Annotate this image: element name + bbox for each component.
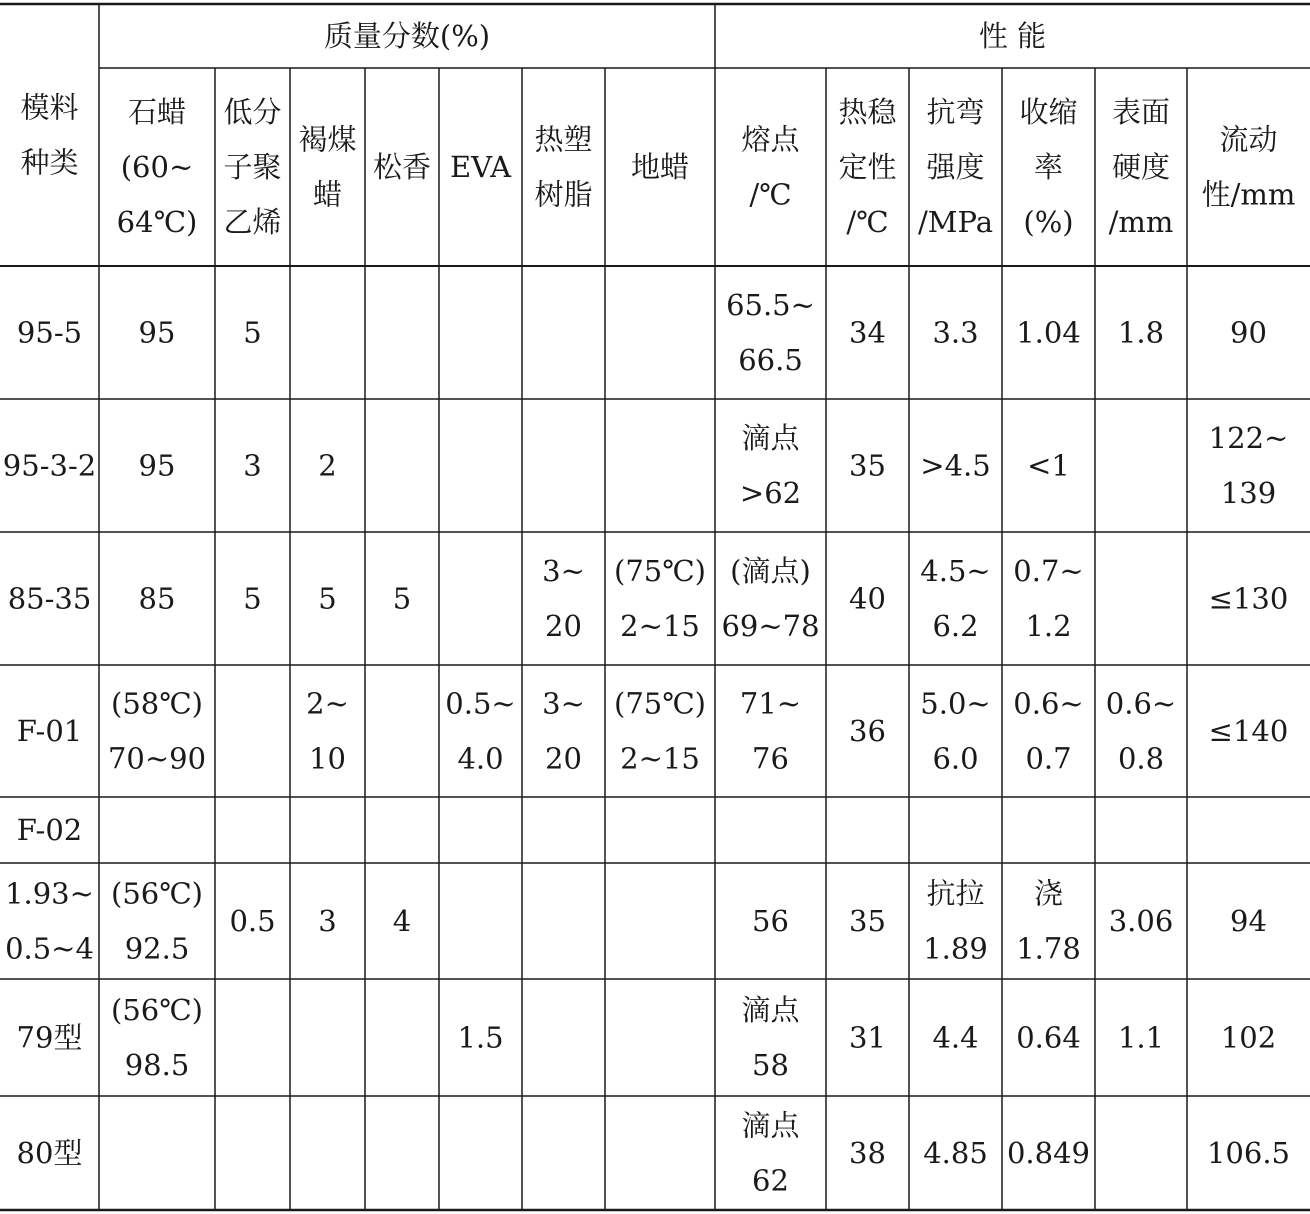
- table-cell: 5: [243, 581, 262, 616]
- table-cell: 1.1: [1117, 1020, 1165, 1055]
- table-cell: 95: [138, 448, 176, 483]
- table-cell: 4.4: [932, 1020, 979, 1055]
- table-cell: 36: [849, 714, 886, 748]
- table-cell: (56℃) 98.5: [111, 993, 203, 1082]
- table-cell: ≤140: [1208, 714, 1289, 748]
- row-label: 85-35: [7, 581, 92, 616]
- column-header: 低分子聚乙烯: [223, 95, 282, 239]
- table-cell: 34: [849, 315, 886, 350]
- group-header-mass-fraction: 质量分数(%): [323, 19, 491, 53]
- table-cell: 滴点 58: [741, 993, 800, 1082]
- table-cell: 4.85: [923, 1136, 988, 1170]
- table-cell: <1: [1027, 448, 1070, 483]
- column-header: 熔点/℃: [741, 122, 800, 212]
- table-cell: 1.04: [1016, 315, 1081, 350]
- column-header: 收缩率(%): [1019, 95, 1078, 239]
- column-header: 抗弯强度/MPa: [918, 95, 993, 239]
- table-cell: 0.5~ 4.0: [445, 686, 516, 776]
- table-cell: 5: [392, 581, 412, 616]
- table-cell: 106.5: [1206, 1136, 1291, 1170]
- table-cell: 35: [849, 448, 886, 483]
- column-header: 地蜡: [630, 150, 690, 184]
- table-cell: 35: [849, 904, 886, 938]
- row-label: F-01: [16, 714, 83, 748]
- table-cell: 1.5: [457, 1020, 504, 1055]
- table-cell: 5: [243, 315, 262, 350]
- table-cell: (滴点) 69~78: [721, 554, 820, 643]
- table-cell: 滴点>62: [739, 421, 802, 510]
- column-header: 流动性/mm: [1201, 122, 1296, 212]
- row-label: 95-3-2: [2, 448, 97, 483]
- table-cell: 0.6~ 0.7: [1013, 686, 1084, 776]
- table-cell: 95: [138, 315, 176, 350]
- row-label: 1.93~ 0.5~4: [5, 876, 94, 966]
- table-cell: 3~ 20: [542, 554, 585, 643]
- table-cell: 85: [138, 581, 176, 616]
- table-cell: 31: [849, 1020, 886, 1055]
- table-cell: 38: [849, 1136, 886, 1170]
- table-cell: (56℃) 92.5: [111, 876, 203, 966]
- table-cell: 122~ 139: [1208, 421, 1289, 510]
- table-cell: 2: [318, 448, 337, 483]
- row-label: F-02: [16, 813, 83, 847]
- table-cell: 0.5: [229, 904, 276, 938]
- table-cell: 滴点 62: [741, 1108, 800, 1198]
- table-cell: 0.6~ 0.8: [1105, 686, 1177, 776]
- table-cell: >4.5: [920, 448, 991, 483]
- table-cell: 3: [318, 904, 337, 938]
- column-header: 表面硬度/mm: [1108, 95, 1174, 239]
- table-cell: 1.8: [1117, 315, 1165, 350]
- table-cell: 0.7~ 1.2: [1013, 554, 1084, 643]
- table-cell: 102: [1220, 1020, 1277, 1055]
- row-label: 80型: [16, 1136, 83, 1170]
- table-cell: 56: [752, 904, 789, 938]
- table-cell: 抗拉 1.89: [923, 876, 988, 966]
- table-cell: 65.5~ 66.5: [726, 288, 815, 377]
- table-cell: (75℃) 2~15: [614, 554, 706, 643]
- table-cell: 90: [1230, 315, 1267, 350]
- table-cell: 2~ 10: [306, 686, 349, 776]
- table-cell: 71~ 76: [739, 686, 802, 776]
- table-cell: 0.849: [1006, 1136, 1091, 1170]
- group-header-performance: 性 能: [978, 19, 1047, 53]
- table-cell: 40: [849, 581, 886, 616]
- table-cell: ≤130: [1208, 581, 1289, 616]
- table-cell: 3.06: [1108, 904, 1174, 938]
- column-header: 热塑树脂: [534, 122, 593, 212]
- column-header: 石蜡(60~ 64℃): [116, 95, 198, 239]
- table-cell: 5.0~ 6.0: [920, 686, 991, 776]
- table-cell: 4: [392, 904, 412, 938]
- table-cell: 3~ 20: [542, 686, 585, 776]
- table-cell: 4.5~ 6.2: [920, 554, 991, 643]
- table-cell: 3.3: [932, 315, 979, 350]
- column-header: 热稳定性/℃: [838, 95, 897, 239]
- table-cell: 0.64: [1016, 1020, 1081, 1055]
- table-cell: 5: [318, 581, 337, 616]
- table-cell: 3: [243, 448, 262, 483]
- column-header: 褐煤蜡: [298, 122, 357, 212]
- column-header: 松香: [372, 150, 432, 184]
- table-cell: 94: [1230, 904, 1267, 938]
- table-cell: (75℃) 2~15: [614, 686, 706, 776]
- header-mold-type: 模料种类: [20, 90, 79, 180]
- row-label: 95-5: [16, 315, 83, 350]
- row-label: 79型: [16, 1020, 83, 1055]
- column-header: EVA: [449, 150, 512, 184]
- table-cell: (58℃) 70~90: [107, 686, 207, 776]
- table-cell: 浇 1.78: [1016, 876, 1081, 966]
